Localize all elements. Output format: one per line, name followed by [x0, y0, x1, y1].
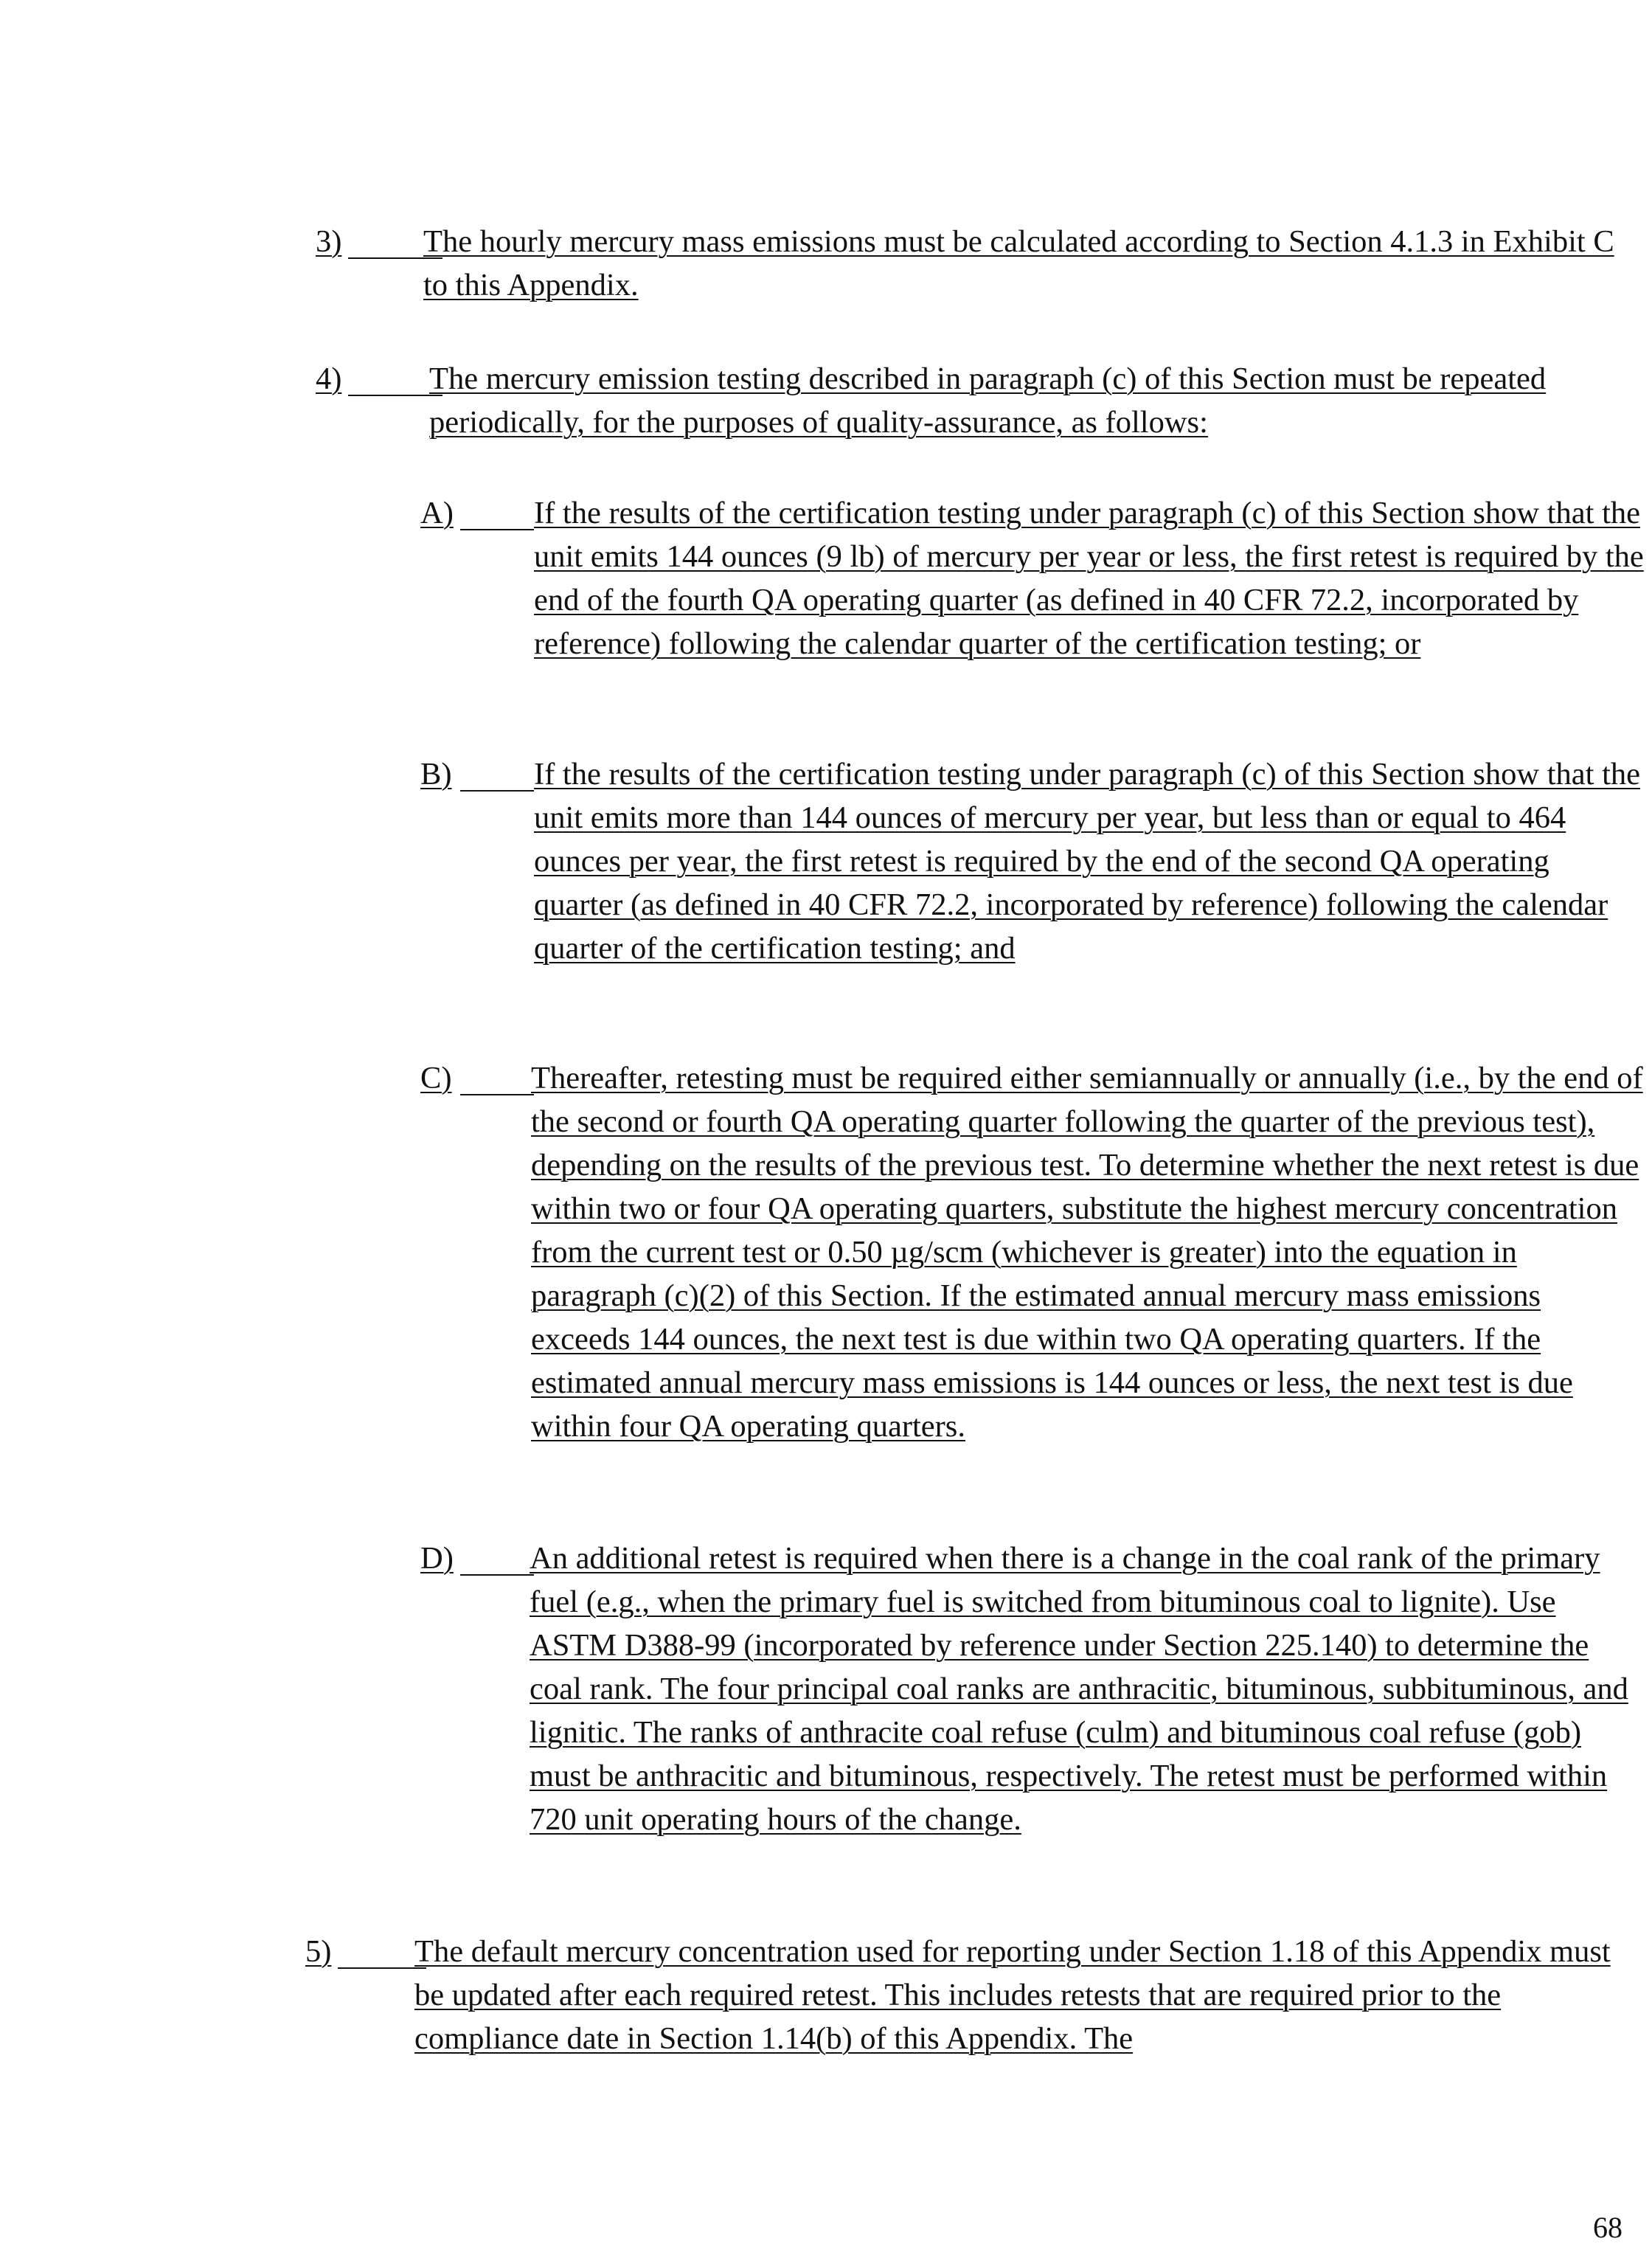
paragraph-label: 5): [305, 1934, 332, 1969]
paragraph-label: 4): [316, 361, 342, 396]
paragraph-label: C): [420, 1061, 452, 1095]
paragraph-text: An additional retest is required when there is a change in the coal rank of the primary fuel (e.g., when the primary fuel is switched from bituminous coal to lignite). Use ASTM D388-99 (incorporated by reference under Section 225.140) to determine the coal rank. The four principal coal ranks are anthracitic, bituminous, subbituminous, and lignitic. The ranks of anthracite coal refuse (culm) and bituminous coal refuse (gob) must be anthracitic and bituminous, respectively. The retest must be performed within 720 unit operating hours of the change.: [530, 1541, 1628, 1837]
label-rule: [460, 790, 534, 792]
paragraph-label: 3): [316, 224, 342, 259]
paragraph-text: The hourly mercury mass emissions must be calculated according to Section 4.1.3 in Exhibit C to this Appendix.: [423, 224, 1614, 302]
paragraph-text: If the results of the certification testing under paragraph (c) of this Section show that the unit emits 144 ounces (9 lb) of mercury per year or less, the first retest is required by the end of the fourth QA operating quarter (as defined in 40 CFR 72.2, incorporated by reference) following the calendar quarter of the certification testing; or: [534, 496, 1644, 661]
paragraph-label: A): [420, 496, 454, 530]
paragraph-text: The default mercury concentration used for reporting under Section 1.18 of this Appendix must be updated after each required retest. This includes retests that are required prior to the compliance date in Section 1.14(b) of this Appendix. The: [414, 1934, 1611, 2056]
paragraph-text: If the results of the certification testing under paragraph (c) of this Section show that the unit emits more than 144 ounces of mercury per year, but less than or equal to 464 ounces per year, the first retest is required by the end of the second QA operating quarter (as defined in 40 CFR 72.2, incorporated by reference) following the calendar quarter of the certification testing; and: [534, 757, 1641, 966]
label-rule: [460, 529, 534, 530]
paragraph-label: B): [420, 757, 452, 792]
page-number: 68: [1593, 2211, 1622, 2244]
label-rule: [460, 1094, 534, 1095]
paragraph-text: The mercury emission testing described in paragraph (c) of this Section must be repeated periodically, for the purposes of quality-assurance, as follows:: [429, 361, 1547, 440]
paragraph-text: Thereafter, retesting must be required either semiannually or annually (i.e., by the end of the second or fourth QA operating quarter following the quarter of the previous test), depending on the results of the previous test. To determine whether the next retest is due within two or four QA operating quarters, substitute the highest mercury concentration from the current test or 0.50 µg/scm (whichever is greater) into the equation in paragraph (c)(2) of this Section. If the estimated annual mercury mass emissions exceeds 144 ounces, the next test is due within two QA operating quarters. If the estimated annual mercury mass emissions is 144 ounces or less, the next test is due within four QA operating quarters.: [531, 1061, 1643, 1444]
label-rule: [460, 1574, 534, 1576]
label-rule: [338, 1967, 426, 1969]
label-rule: [348, 395, 442, 396]
paragraph-label: D): [420, 1541, 454, 1576]
